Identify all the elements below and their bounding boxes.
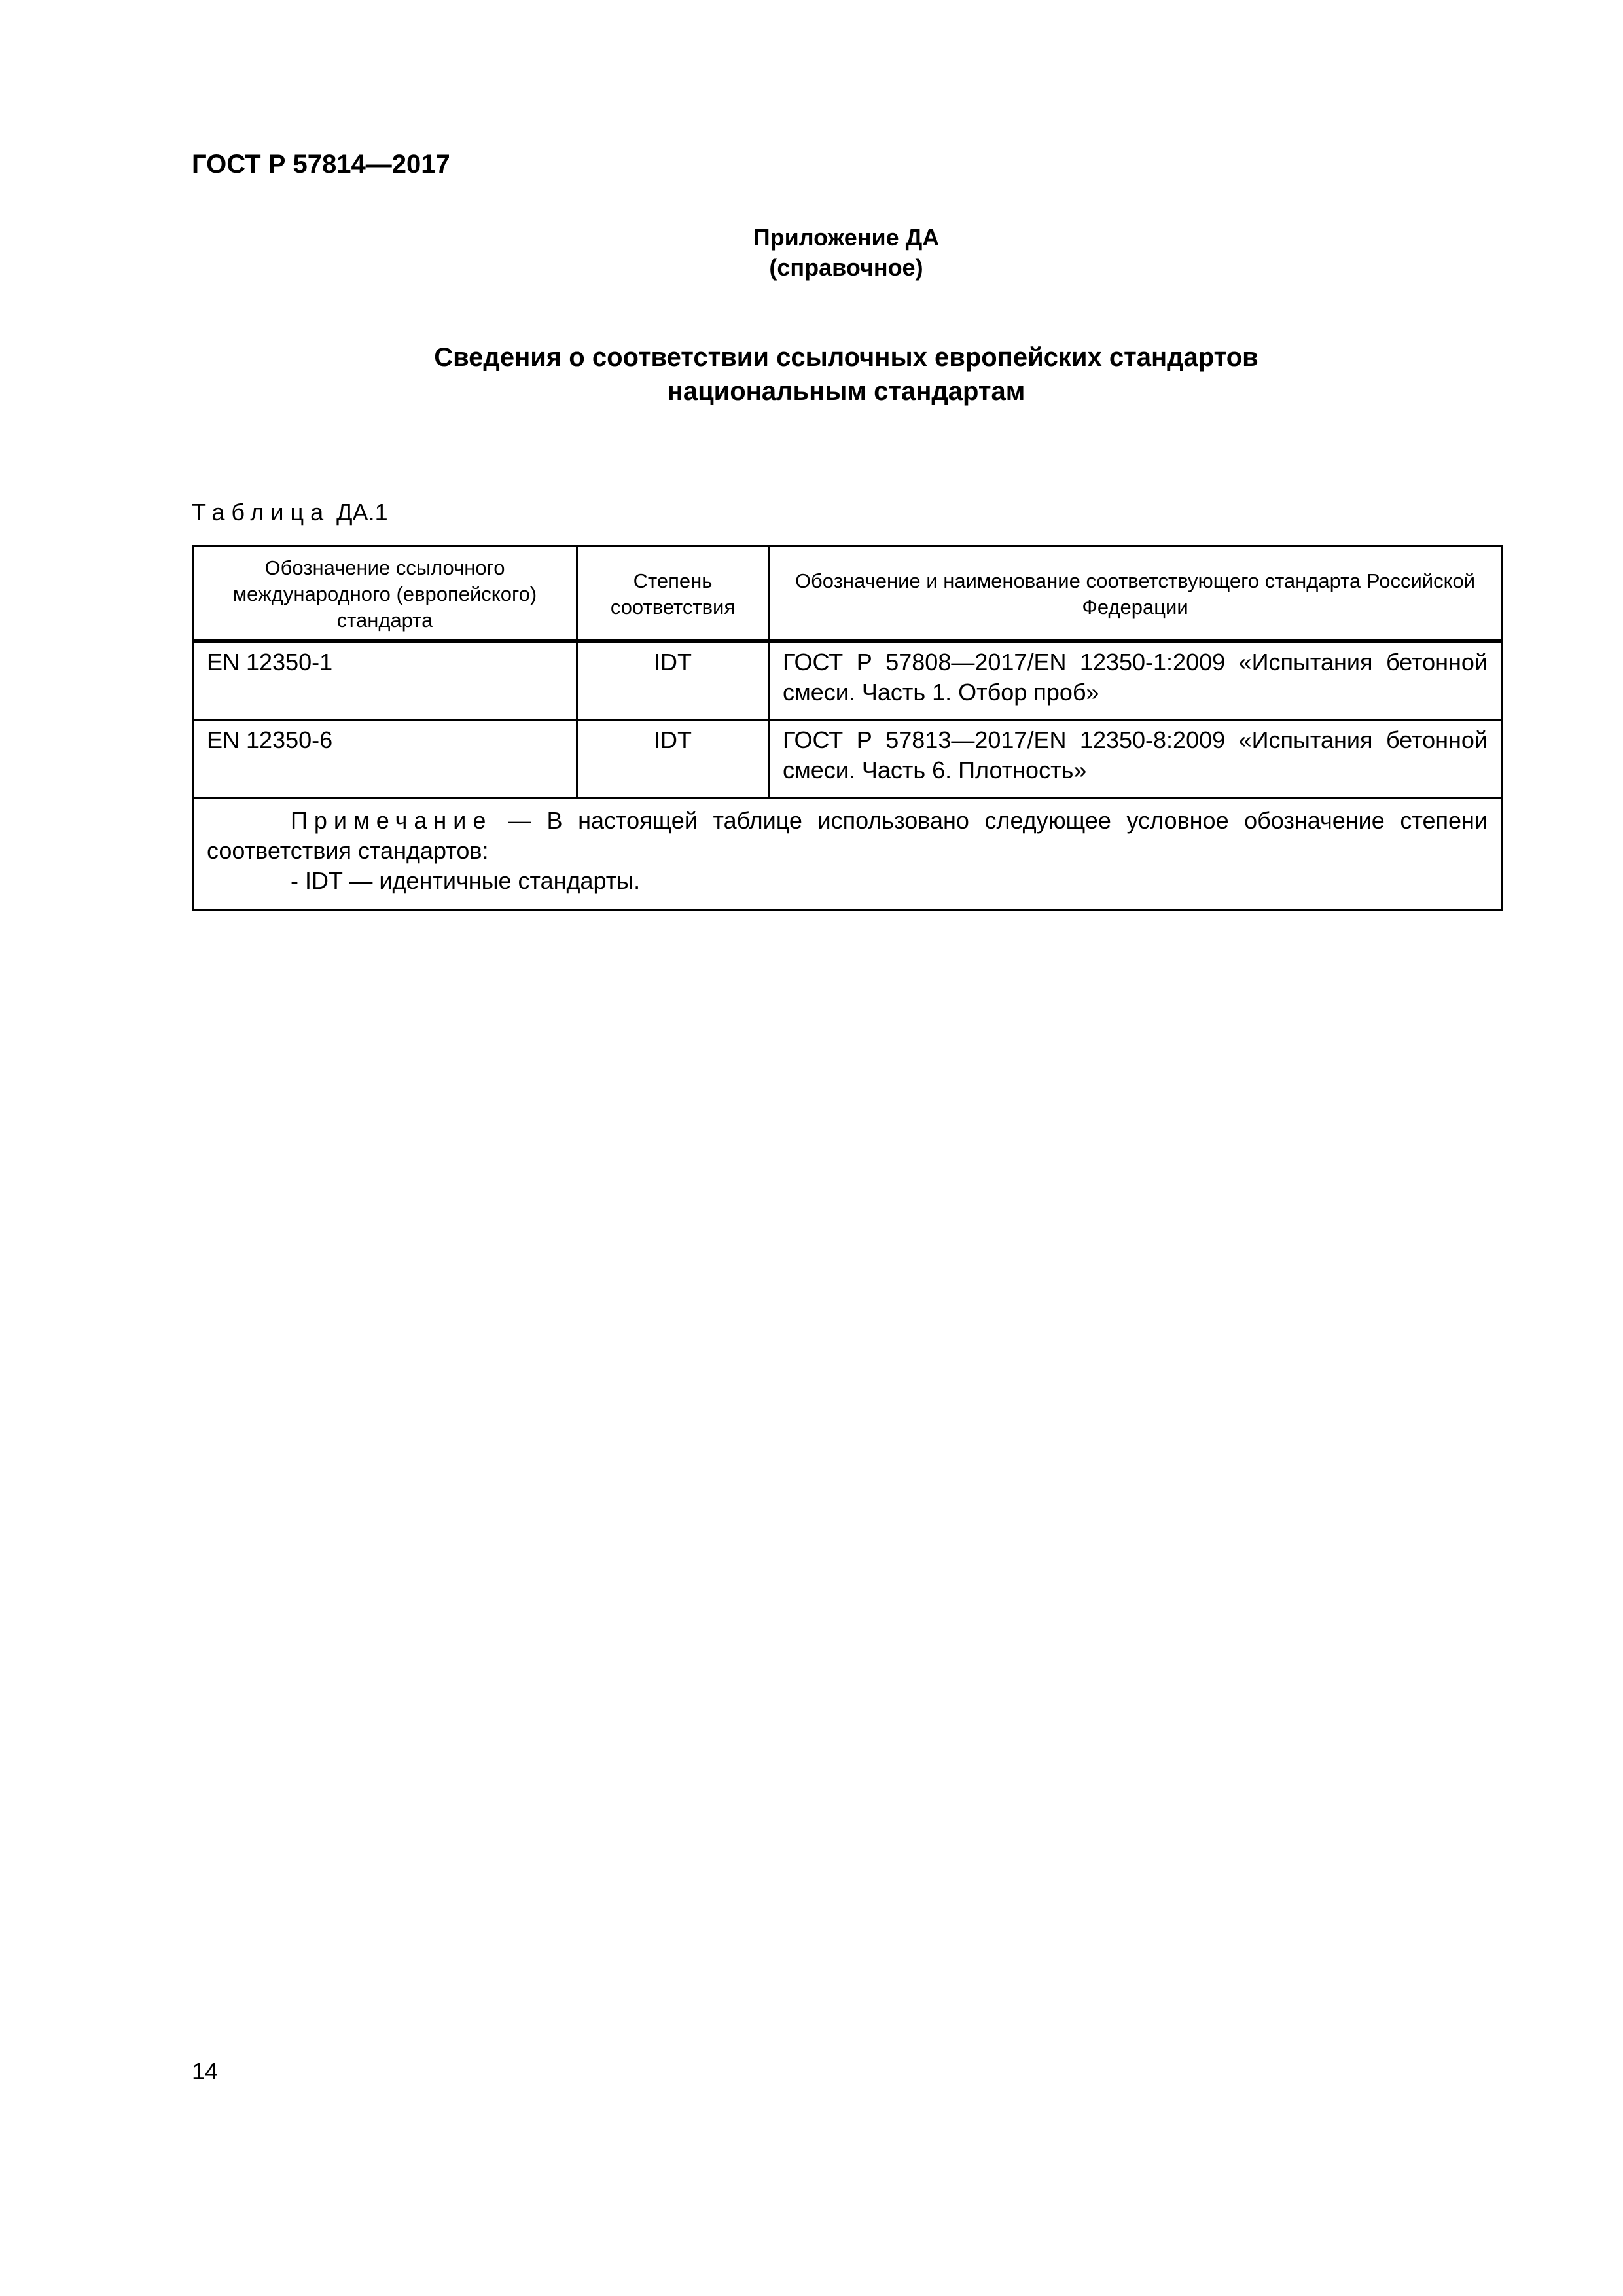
- column-header-degree: Степень соответствия: [577, 547, 769, 641]
- note-text: [207, 806, 1488, 866]
- section-title-line-2: национальным стандартам: [667, 377, 1026, 406]
- cell-national: ГОСТ Р 57808—2017/EN 12350-1:2009 «Испытания бетонной смеси. Часть 1. Отбор проб»: [769, 641, 1502, 721]
- cell-national: ГОСТ Р 57813—2017/EN 12350-8:2009 «Испытания бетонной смеси. Часть 6. Плотность»: [769, 720, 1502, 798]
- document-code: ГОСТ Р 57814—2017: [192, 150, 450, 179]
- cell-reference: EN 12350-6: [193, 720, 577, 798]
- column-header-national: Обозначение и наименование соответствующего стандарта Российской Федерации: [769, 547, 1502, 641]
- appendix-heading: [192, 223, 1501, 283]
- table-note-row: [193, 798, 1502, 910]
- note-label: Примечание: [291, 806, 493, 834]
- cell-degree: IDT: [577, 720, 769, 798]
- table-row: [193, 720, 1502, 798]
- table-header-row: [193, 547, 1502, 641]
- appendix-title: Приложение ДА: [753, 224, 940, 251]
- column-header-reference: Обозначение ссылочного международного (европейского) стандарта: [193, 547, 577, 641]
- correspondence-table: [192, 545, 1503, 911]
- section-title-line-1: Сведения о соответствии ссылочных европейских стандартов: [434, 343, 1258, 372]
- table-caption-number: ДА.1: [336, 499, 388, 526]
- note-item: - IDT — идентичные стандарты.: [291, 867, 641, 894]
- cell-reference: EN 12350-1: [193, 641, 577, 721]
- table-note: [193, 798, 1502, 910]
- cell-degree: IDT: [577, 641, 769, 721]
- appendix-subtitle: (справочное): [769, 254, 923, 281]
- note-body: — В настоящей таблице использовано следующее условное обозначение степени соответствия стандартов:: [207, 806, 1488, 864]
- table-caption: [192, 497, 388, 528]
- section-title: [192, 340, 1501, 408]
- table-caption-label: Таблица: [192, 499, 330, 526]
- page-number: 14: [192, 2058, 219, 2085]
- table-row: [193, 641, 1502, 721]
